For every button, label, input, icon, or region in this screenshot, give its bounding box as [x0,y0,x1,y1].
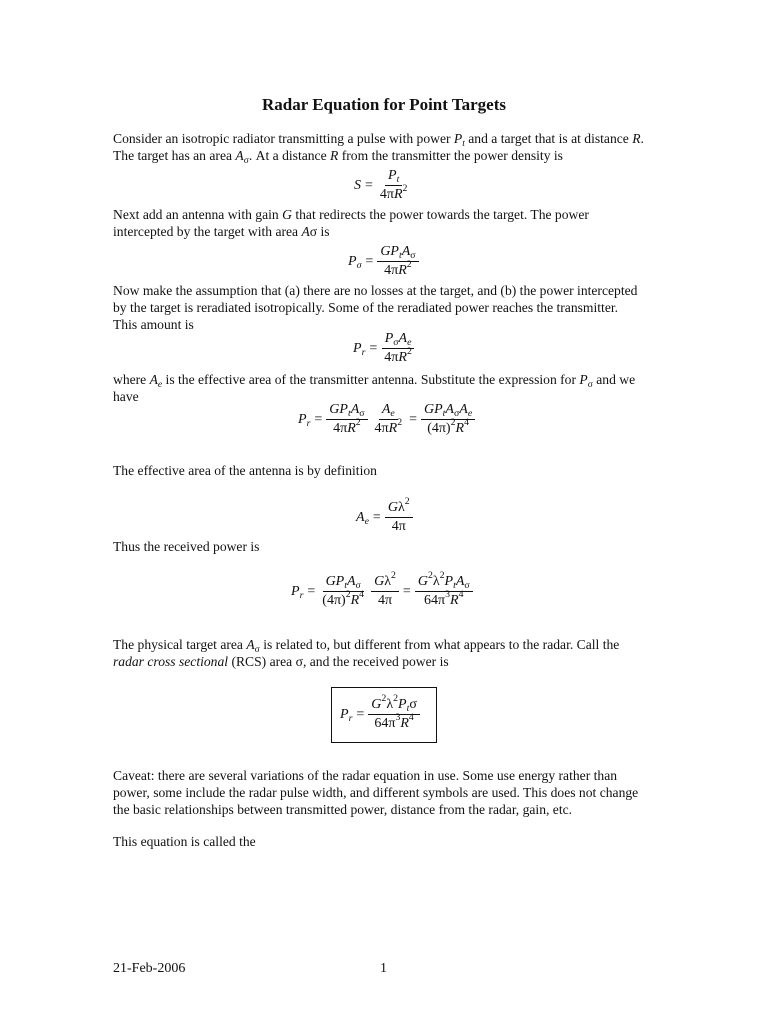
radar-equation: $P_r$ = $\frac{G^2\lambda^2P_t\sigma}{64\pi^3R^4}$ [340,697,420,732]
received-power-text: Thus the received power is [113,539,260,554]
substituted-power-equation: $P_r$ = $\frac{GP_tA_\sigma}{4\pi R^2}$ $\frac{A_e}{4\pi R^2}$ = $\frac{GP_tA_\sigma A_e}{(4\pi)^2R^4}$ [298,402,475,437]
effective-area-equation: $A_e$ = $\frac{G\lambda^2}{4\pi}$ [356,500,413,535]
rcs-paragraph: The physical target area $A_\sigma$ is related to, but different from what appears to the radar. Call the radar cross sectional (RCS) area σ, and the received power is [113,637,620,669]
page-number: 1 [380,961,387,976]
effective-area-paragraph: where $A_e$ is the effective area of the transmitter antenna. Substitute the expression for $P_\sigma$ and we have [113,372,636,404]
intercepted-power-equation: $P_\sigma$ = $\frac{GP_tA_\sigma}{4\pi R^2}$ [348,244,419,279]
footer-date: 21-Feb-2006 [113,961,186,976]
page-title: Radar Equation for Point Targets [261,95,507,114]
intro-paragraph: Consider an isotropic radiator transmitting a pulse with power $P_t$ and a target that is at distance R. The target has an area $A_\sigma$. At a distance R from the transmitter the power density is [113,131,644,166]
received-power-equation: $P_r$ = $\frac{GP_tA_\sigma}{(4\pi)^2R^4}$ $\frac{G\lambda^2}{4\pi}$ = $\frac{G^2\lambda^2P_tA_\sigma}{64\pi^3R^4}$ [291,574,473,609]
effective-area-definition-text: The effective area of the antenna is by definition [113,463,377,478]
equation-name-text: This equation is called the [113,834,256,849]
reradiated-power-equation: $P_r$ = $\frac{P_\sigma A_e}{4\pi R^2}$ [353,331,415,366]
reradiation-paragraph: Now make the assumption that (a) there are no losses at the target, and (b) the power intercepted by the target is reradiated isotropically. Some of the reradiated power reaches the transmitter. This amount is [113,283,638,332]
caveat-paragraph: Caveat: there are several variations of the radar equation in use. Some use energy rather than power, some include the radar pulse width, and different symbols are used. This does not change the basic relationships between transmitted power, distance from the radar, gain, etc. [113,768,639,817]
power-density-equation: S = $\frac{P_t}{4\pi R^2}$ [354,168,408,202]
antenna-gain-paragraph: Next add an antenna with gain G that redirects the power towards the target. The power intercepted by the target with area Aσ is [113,207,589,239]
